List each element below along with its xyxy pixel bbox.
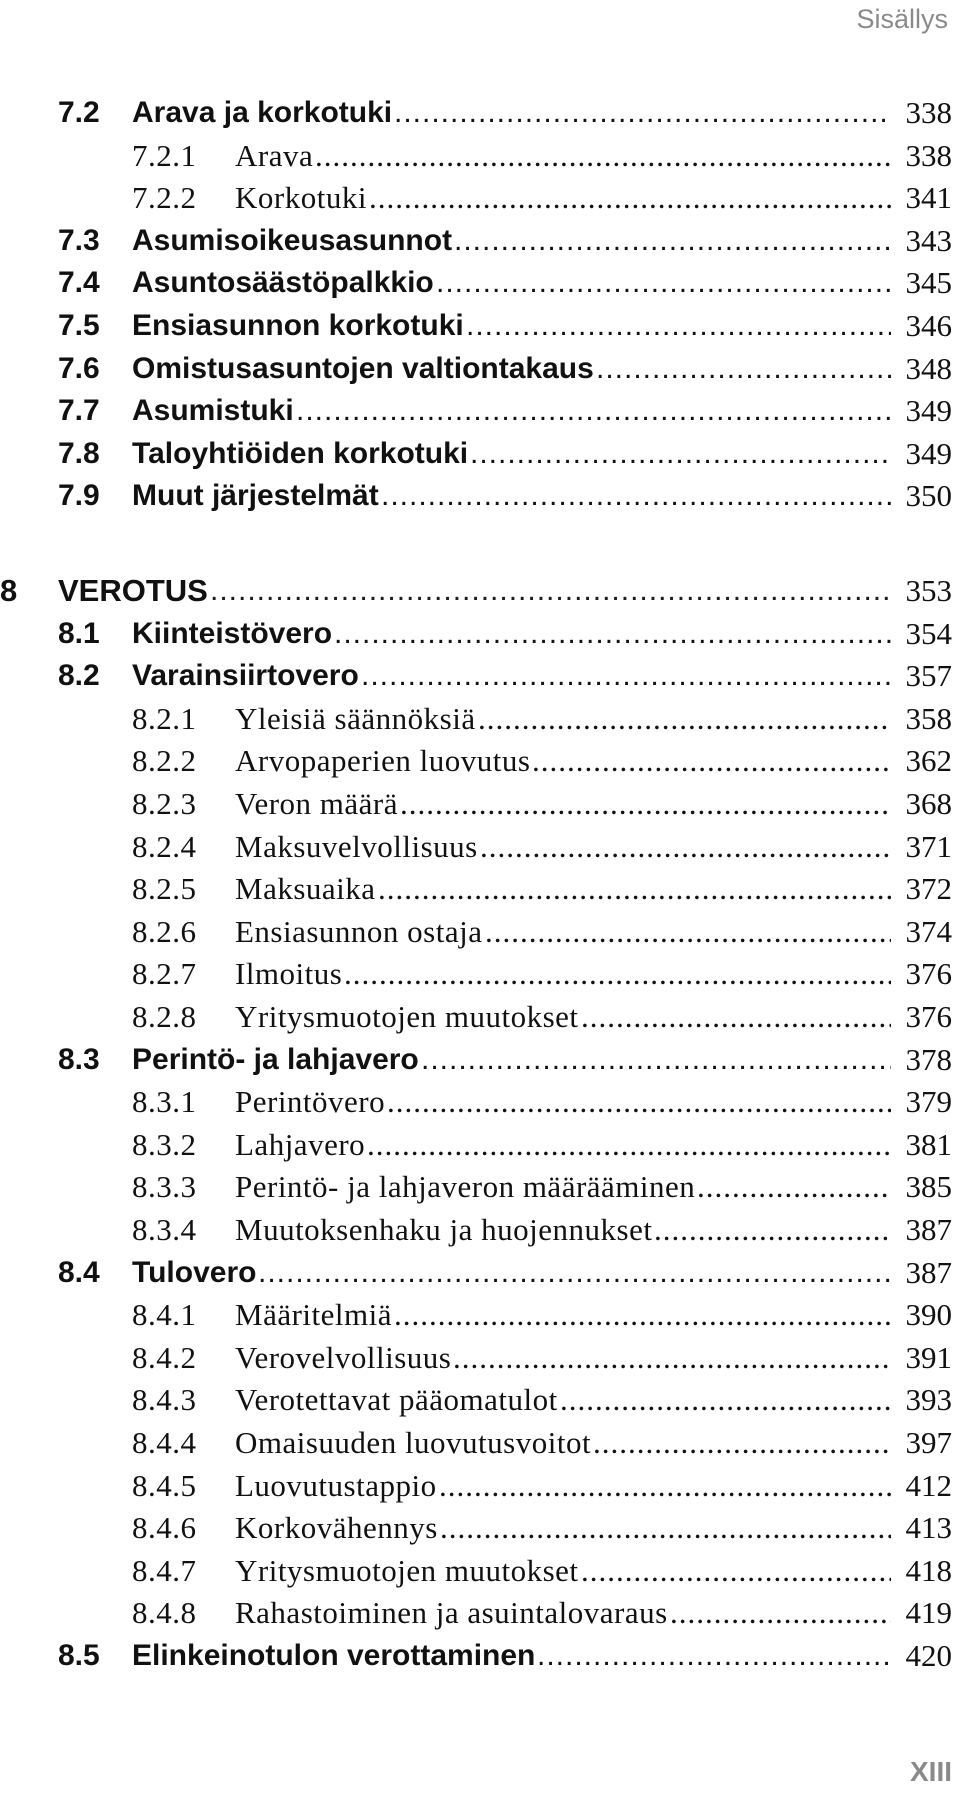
- toc-entry-title: Ensiasunnon ostaja: [235, 913, 483, 949]
- toc-entry-number: 8.2: [58, 659, 100, 693]
- dot-leader: [593, 1422, 891, 1464]
- toc-entry-title: Verovelvollisuus: [235, 1339, 452, 1375]
- dot-leader: [369, 177, 891, 219]
- toc-entry[interactable]: [0, 135, 960, 177]
- dot-leader: [654, 1209, 891, 1251]
- dot-leader: [394, 92, 891, 134]
- toc-entry[interactable]: [0, 911, 960, 953]
- toc-entry[interactable]: [0, 655, 960, 697]
- toc-entry-number: 7.6: [58, 351, 100, 385]
- toc-entry-number: 8.3.4: [132, 1212, 197, 1247]
- toc-entry-page: 348: [905, 350, 952, 386]
- dot-leader: [387, 1081, 891, 1123]
- toc-entry-page: 357: [905, 658, 952, 694]
- dot-leader: [453, 1337, 891, 1379]
- toc-entry[interactable]: [0, 433, 960, 475]
- toc-entry-number: 7.9: [58, 479, 100, 513]
- toc-entry-number: 7.3: [58, 223, 100, 257]
- toc-entry-page: 374: [905, 913, 952, 949]
- dot-leader: [296, 390, 891, 432]
- toc-entry-number: 8.4.5: [132, 1467, 197, 1503]
- toc-entry-number: 8.4.2: [132, 1339, 197, 1375]
- dot-leader: [436, 262, 891, 304]
- dot-leader: [697, 1166, 891, 1208]
- toc-entry-title: Kiinteistövero: [132, 616, 333, 650]
- toc-entry[interactable]: [0, 570, 960, 612]
- toc-entry-title: Omaisuuden luovutusvoitot: [235, 1425, 592, 1460]
- toc-entry[interactable]: [0, 1252, 960, 1294]
- toc-entry-page: 341: [905, 180, 952, 216]
- toc-entry-title: Asumistuki: [132, 394, 294, 428]
- toc-entry[interactable]: [0, 1379, 960, 1421]
- toc-entry-number: 8.2.8: [132, 999, 197, 1034]
- dot-leader: [581, 996, 891, 1038]
- toc-entry-page: 387: [905, 1254, 952, 1290]
- toc-entry[interactable]: [0, 177, 960, 219]
- toc-entry-page: 385: [905, 1169, 952, 1205]
- toc-entry[interactable]: [0, 996, 960, 1038]
- toc-entry-page: 372: [905, 871, 952, 907]
- toc-entry-number: 8.2.6: [132, 913, 197, 949]
- toc-entry[interactable]: [0, 1550, 960, 1592]
- toc-entry-title: Arava ja korkotuki: [132, 96, 393, 129]
- dot-leader: [560, 1379, 891, 1421]
- toc-entry-page: 378: [905, 1041, 952, 1077]
- toc-entry-page: 412: [905, 1467, 952, 1503]
- toc-entry-page: 390: [905, 1297, 952, 1333]
- toc-entry-title: Arava: [235, 137, 314, 173]
- toc-entry[interactable]: [0, 305, 960, 347]
- dot-leader: [670, 1592, 891, 1634]
- toc-entry-title: Yritysmuotojen muutokset: [235, 1552, 579, 1588]
- dot-leader: [344, 953, 891, 995]
- toc-entry[interactable]: [0, 348, 960, 390]
- toc-entry-page: 368: [905, 786, 952, 821]
- toc-entry-title: Muutoksenhaku ja huojennukset: [235, 1212, 653, 1247]
- toc-entry-page: 387: [905, 1212, 952, 1247]
- toc-entry-number: 8.3: [58, 1042, 100, 1076]
- dot-leader: [596, 348, 891, 390]
- toc-entry[interactable]: [0, 1337, 960, 1379]
- toc-entry-title: Luovutustappio: [235, 1467, 437, 1503]
- toc-entry-page: 345: [905, 265, 952, 301]
- toc-entry[interactable]: [0, 1422, 960, 1464]
- toc-entry-title: Taloyhtiöiden korkotuki: [132, 436, 469, 470]
- toc-entry[interactable]: [0, 613, 960, 655]
- toc-entry-number: 7.2: [58, 96, 100, 129]
- toc-entry-title: Maksuaika: [235, 871, 376, 907]
- page-number: XIII: [909, 1756, 952, 1787]
- toc-entry[interactable]: [0, 868, 960, 910]
- toc-entry-page: 391: [905, 1339, 952, 1375]
- toc-entry-title: Omistusasuntojen valtiontakaus: [132, 351, 594, 385]
- toc-entry-page: 346: [905, 308, 952, 343]
- toc-entry-number: 8.4.6: [132, 1510, 197, 1546]
- toc-entry-page: 371: [905, 828, 952, 864]
- toc-entry-title: Asumisoikeusasunnot: [132, 223, 453, 257]
- toc-entry-number: 7.4: [58, 266, 100, 300]
- toc-entry[interactable]: [0, 1166, 960, 1208]
- toc-entry-number: 8.2.7: [132, 956, 197, 992]
- toc-entry-title: Elinkeinotulon verottaminen: [132, 1639, 536, 1672]
- toc-entry-title: Ilmoitus: [235, 956, 343, 992]
- toc-entry-number: 8: [0, 573, 18, 608]
- dot-leader: [470, 433, 891, 475]
- toc-entry-number: 7.7: [58, 394, 100, 428]
- toc-entry-number: 8.3.3: [132, 1169, 197, 1205]
- toc-entry-number: 8.2.4: [132, 828, 197, 864]
- dot-leader: [439, 1465, 891, 1507]
- toc-entry-title: Veron määrä: [235, 786, 398, 821]
- toc-entry-title: Perintövero: [235, 1084, 386, 1120]
- toc-entry-page: 343: [905, 222, 952, 258]
- toc-entry-title: Muut järjestelmät: [132, 479, 379, 513]
- toc-entry-title: Yritysmuotojen muutokset: [235, 999, 579, 1034]
- toc-entry-number: 8.4.8: [132, 1595, 197, 1631]
- toc-entry-number: 8.3.2: [132, 1126, 197, 1162]
- toc-entry[interactable]: [0, 1635, 960, 1677]
- toc-entry[interactable]: [0, 1124, 960, 1166]
- toc-entry-title: Lahjavero: [235, 1126, 366, 1162]
- toc-entry-page: 349: [905, 393, 952, 429]
- toc-entry-title: Arvopaperien luovutus: [235, 743, 531, 779]
- dot-leader: [394, 1294, 891, 1336]
- dot-leader: [210, 570, 891, 612]
- dot-leader: [378, 868, 891, 910]
- toc-entry[interactable]: [0, 783, 960, 825]
- toc-entry[interactable]: [0, 1592, 960, 1634]
- toc-entry-number: 8.4.4: [132, 1425, 197, 1460]
- dot-leader: [581, 1550, 891, 1592]
- dot-leader: [334, 613, 891, 655]
- toc-entry-number: 8.5: [58, 1639, 100, 1672]
- toc-entry-page: 379: [905, 1084, 952, 1120]
- toc-entry-title: Verotettavat pääomatulot: [235, 1382, 558, 1418]
- toc-entry-title: Korkotuki: [235, 180, 367, 216]
- toc-entry-page: 381: [905, 1126, 952, 1162]
- toc-entry-title: Varainsiirtovero: [132, 659, 359, 693]
- dot-leader: [367, 1124, 891, 1166]
- toc-entry-number: 8.2.3: [132, 786, 197, 821]
- dot-leader: [454, 220, 891, 262]
- dot-leader: [466, 305, 891, 347]
- toc-entry-number: 8.3.1: [132, 1084, 197, 1120]
- toc-entry-title: Perintö- ja lahjavero: [132, 1042, 419, 1076]
- running-header: Sisällys: [856, 4, 948, 34]
- toc-entry-number: 7.2.2: [132, 180, 197, 216]
- dot-leader: [440, 1507, 891, 1549]
- toc-entry-number: 7.8: [58, 436, 100, 470]
- toc-entry-page: 362: [905, 743, 952, 779]
- toc-entry[interactable]: [0, 92, 960, 134]
- toc-entry[interactable]: [0, 1039, 960, 1081]
- dot-leader: [532, 740, 891, 782]
- toc-entry[interactable]: [0, 1081, 960, 1123]
- toc-entry-page: 354: [905, 615, 952, 651]
- dot-leader: [381, 475, 891, 517]
- toc-entry[interactable]: [0, 220, 960, 262]
- toc-entry-number: 8.4.1: [132, 1297, 197, 1333]
- toc-entry-number: 8.4.3: [132, 1382, 197, 1418]
- toc-entry-page: 376: [905, 956, 952, 992]
- toc-entry-title: Yleisiä säännöksiä: [235, 700, 476, 736]
- dot-leader: [537, 1635, 891, 1677]
- toc-entry-title: Korkovähennys: [235, 1510, 438, 1546]
- dot-leader: [315, 135, 891, 177]
- toc-entry-title: Maksuvelvollisuus: [235, 828, 478, 864]
- toc-entry-title: Rahastoiminen ja asuintalovaraus: [235, 1595, 668, 1631]
- toc-entry[interactable]: [0, 390, 960, 432]
- toc-entry[interactable]: [0, 262, 960, 304]
- dot-leader: [258, 1252, 891, 1294]
- toc-entry-title: Perintö- ja lahjaveron määrääminen: [235, 1169, 696, 1205]
- toc-entry-page: 349: [905, 435, 952, 471]
- toc-entry-title: Asuntosäästöpalkkio: [132, 266, 434, 300]
- toc-entry-number: 8.4.7: [132, 1552, 197, 1588]
- toc-entry[interactable]: [0, 740, 960, 782]
- toc-entry-page: 393: [905, 1382, 952, 1418]
- toc-entry-number: 8.4: [58, 1255, 100, 1289]
- toc-entry-page: 376: [905, 999, 952, 1034]
- toc-entry[interactable]: [0, 953, 960, 995]
- toc-entry-number: 8.2.2: [132, 743, 197, 779]
- toc-entry-number: 7.5: [58, 309, 100, 342]
- toc-entry-page: 350: [905, 478, 952, 514]
- toc-entry[interactable]: [0, 475, 960, 517]
- toc-entry[interactable]: [0, 1294, 960, 1336]
- toc-entry-page: 419: [905, 1595, 952, 1631]
- toc-entry-page: 397: [905, 1425, 952, 1460]
- toc-entry[interactable]: [0, 1465, 960, 1507]
- toc-entry-title: Määritelmiä: [235, 1297, 392, 1333]
- dot-leader: [480, 826, 891, 868]
- dot-leader: [478, 698, 891, 740]
- toc-entry-page: 353: [905, 573, 952, 608]
- toc-entry-number: 8.2.1: [132, 700, 197, 736]
- toc-entry-page: 413: [905, 1510, 952, 1546]
- toc-entry-page: 420: [905, 1638, 952, 1673]
- toc-entry[interactable]: [0, 826, 960, 868]
- toc-entry-title: Tulovero: [132, 1255, 257, 1289]
- toc-entry[interactable]: [0, 1209, 960, 1251]
- toc-entry-number: 8.2.5: [132, 871, 197, 907]
- toc-entry-page: 418: [905, 1552, 952, 1588]
- toc-entry-page: 338: [905, 95, 952, 130]
- toc-entry-number: 7.2.1: [132, 137, 197, 173]
- dot-leader: [361, 655, 891, 697]
- dot-leader: [421, 1039, 891, 1081]
- toc-entry-number: 8.1: [58, 616, 100, 650]
- toc-entry-title: Ensiasunnon korkotuki: [132, 309, 464, 342]
- toc-entry[interactable]: [0, 698, 960, 740]
- dot-leader: [485, 911, 891, 953]
- toc-entry[interactable]: [0, 1507, 960, 1549]
- dot-leader: [400, 783, 891, 825]
- toc-entry-title: VEROTUS: [58, 573, 208, 608]
- toc-entry-page: 358: [905, 700, 952, 736]
- toc-entry-page: 338: [905, 137, 952, 173]
